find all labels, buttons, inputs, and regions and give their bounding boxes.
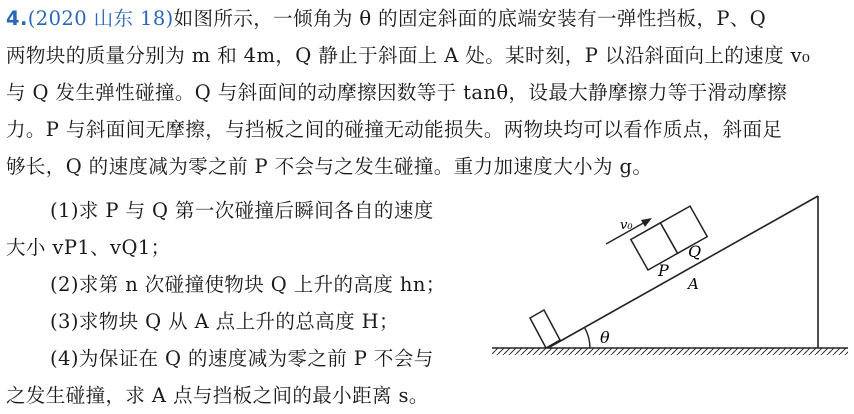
stem-line-3: 与 Q 发生弹性碰撞。Q 与斜面间的动摩擦因数等于 tanθ，设最大静摩擦力等于滑动摩擦 xyxy=(6,81,788,104)
question-1-line-1: (1)求 P 与 Q 第一次碰撞后瞬间各自的速度 xyxy=(50,199,434,222)
block-p-label: P xyxy=(658,261,669,280)
question-4-line-1: (4)为保证在 Q 的速度减为零之前 P 不会与 xyxy=(50,347,434,370)
question-2: (2)求第 n 次碰撞使物块 Q 上升的高度 hn； xyxy=(50,273,446,296)
stem-text-1: 如图所示，一倾角为 θ 的固定斜面的底端安装有一弹性挡板，P、Q xyxy=(173,7,767,30)
elastic-baffle xyxy=(530,310,560,348)
question-1-line-2: 大小 vP1、vQ1； xyxy=(6,236,171,259)
problem-number: 4. xyxy=(6,7,28,30)
question-4-line-2: 之发生碰撞，求 A 点与挡板之间的最小距离 s。 xyxy=(6,384,429,407)
stem-line-5: 够长，Q 的速度减为零之前 P 不会与之发生碰撞。重力加速度大小为 g。 xyxy=(6,155,653,178)
velocity-label: v₀ xyxy=(620,218,633,233)
angle-label: θ xyxy=(600,328,610,347)
problem-source: (2020 山东 18) xyxy=(27,7,174,30)
ground-hatching xyxy=(492,348,848,355)
angle-arc xyxy=(585,328,590,348)
stem-line-4: 力。P 与斜面间无摩擦，与挡板之间的碰撞无动能损失。两物块均可以看作质点，斜面足 xyxy=(6,118,783,141)
stem-line-2: 两物块的质量分别为 m 和 4m，Q 静止于斜面上 A 处。某时刻，P 以沿斜面向上的速度 v₀ xyxy=(6,44,811,67)
point-a-label: A xyxy=(688,275,699,293)
velocity-arrowhead xyxy=(641,218,652,227)
question-3: (3)求物块 Q 从 A 点上升的总高度 H； xyxy=(50,310,399,333)
block-q-label: Q xyxy=(688,242,702,261)
